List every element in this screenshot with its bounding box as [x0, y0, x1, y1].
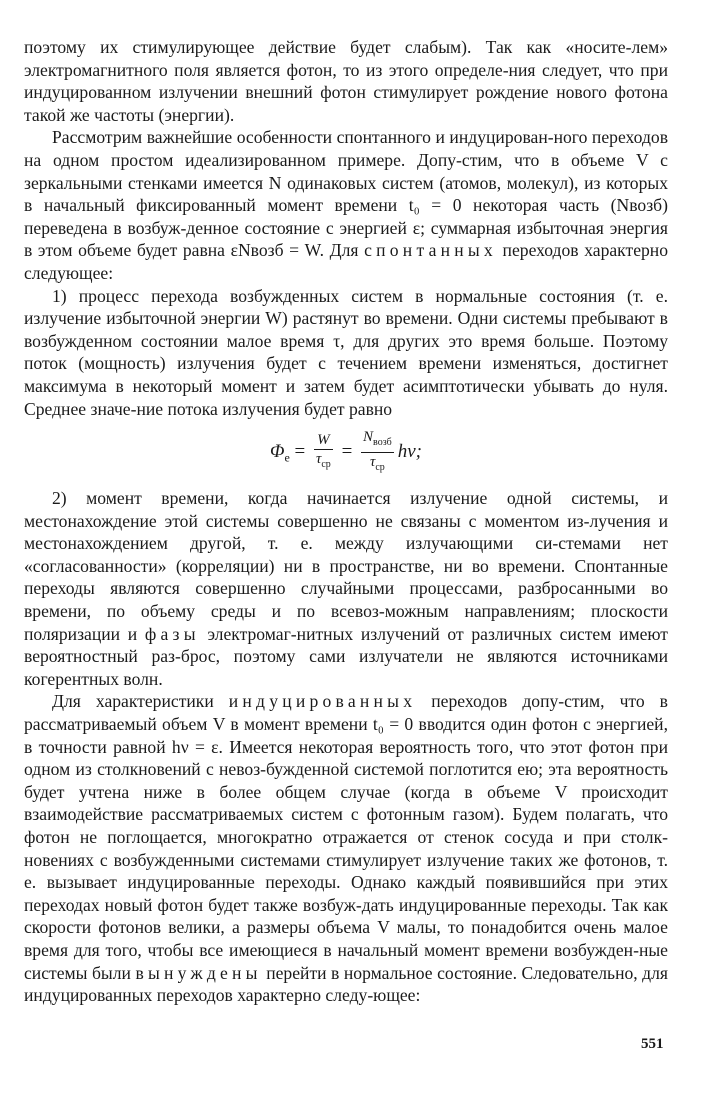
- spaced-emphasis: индуцированных: [228, 691, 417, 712]
- text-run: поэтому их стимулирующее действие будет слабым). Так как «носите-лем» электромагнитного поля является фотон, то из этого определе-ния следует, что при индуцированном излучении внешний фотон стимулирует рождение нового фотона такой же частоты (энергии).: [24, 37, 668, 125]
- fraction-1-denominator: $\tau_{ср}$: [315, 451, 331, 471]
- formula-fraction-2: [361, 428, 394, 477]
- formula-fraction-1: [314, 431, 333, 474]
- formula-lhs: Φ: [269, 440, 285, 462]
- formula-eq2: =: [336, 440, 358, 462]
- text-run: переходов характерно следующее:: [24, 240, 669, 283]
- page-content: [24, 36, 668, 1007]
- formula-tail: hν;: [397, 440, 423, 462]
- text-run: 1) процесс перехода возбужденных систем в нормальные состояния (т. е. излучение избыточной энергии W) растянут во времени. Одни системы пребывают в возбужденном состоянии малое время τ, для других это время больше. Поэтому поток (мощность) излучения будет с течением времени изменяться, достигнет максимума в некоторый момент и затем будет асимптотически убывать до нуля. Среднее значе-ние потока излучения будет равно: [24, 285, 668, 419]
- paragraph-2: [24, 285, 668, 421]
- spaced-emphasis: фазы: [144, 623, 200, 644]
- formula-flux: [24, 428, 668, 477]
- page-number: 551: [641, 1036, 664, 1052]
- paragraph-0: [24, 36, 668, 126]
- text-run: перейти в нормальное состояние. Следовательно, для индуцированных переходов характерно следу-ющее:: [24, 962, 668, 1006]
- fraction-2-denominator: $\tau_{ср}$: [369, 454, 385, 474]
- fraction-2-numerator: $N_{возб}$: [361, 428, 394, 453]
- paragraph-4: [24, 690, 668, 1006]
- fraction-1-numerator: W: [314, 431, 333, 450]
- text-run: 2) момент времени, когда начинается излучение одной системы, и местонахождение этой системы совершенно не связаны с моментом из-лучения и местонахождением другой, т. е. между излучающими си-стемами нет «согласованности» (корреляции) ни в пространстве, ни во времени. Спонтанные переходы являются совершенно случайными процессами, разбросанными во времени, по объему среды и по всевоз-можным направлениям; плоскости поляризации и: [24, 488, 668, 644]
- formula-eq1: =: [289, 440, 310, 462]
- text-run: электромаг-нитных излучений от различных систем имеют вероятностный раз-брос, поэтому сами излучатели не являются источниками когерентных волн.: [24, 623, 668, 689]
- text-run: переходов допу-стим, что в рассматриваемый объем V в момент времени t₀ = 0 вводится один фотон с энергией, в точности равной hν = ε. Имеется некоторая вероятность того, что этот фотон при одном из столкновений с невоз-бужденной системой поглотится ею; эта вероятность будет учтена ниже в более общем случае (когда в объеме V происходит взаимодействие рассматриваемых систем с фотонным газом). Будем полагать, что фотон не поглощается, многократно отражается от стенок сосуда и при столк-новениях с возбужденными системами стимулирует излучение таких же фотонов, т. е. вызывает индуцированные переходы. Однако каждый появившийся при этих переходах новый фотон будет также возбуж-дать индуцированные переходы. Так как скорости фотонов велики, а размеры объема V малы, то понадобится очень малое время для того, чтобы все имеющиеся в начальный момент времени возбужден-ные системы были: [24, 691, 668, 983]
- text-run: Для характеристики: [52, 691, 229, 712]
- spaced-emphasis: вынуждены: [135, 962, 262, 983]
- text-run: Рассмотрим важнейшие особенности спонтанного и индуцирован-ного переходов на одном простом идеализированном примере. Допу-стим, что в объеме V с зеркальными стенками имеется N одинаковых систем (атомов, молекул), из которых в начальный фиксированный момент времени t₀ = 0 некоторая часть (Nвозб) переведена в возбуж-денное состояние с энергией ε; суммарная избыточная энергия в этом объеме будет равна εNвозб = W. Для: [24, 127, 668, 261]
- spaced-emphasis: спонтанных: [364, 240, 497, 261]
- paragraph-1: [24, 126, 668, 284]
- formula-lhs-sub: e: [284, 450, 290, 465]
- paragraph-3: [24, 487, 668, 690]
